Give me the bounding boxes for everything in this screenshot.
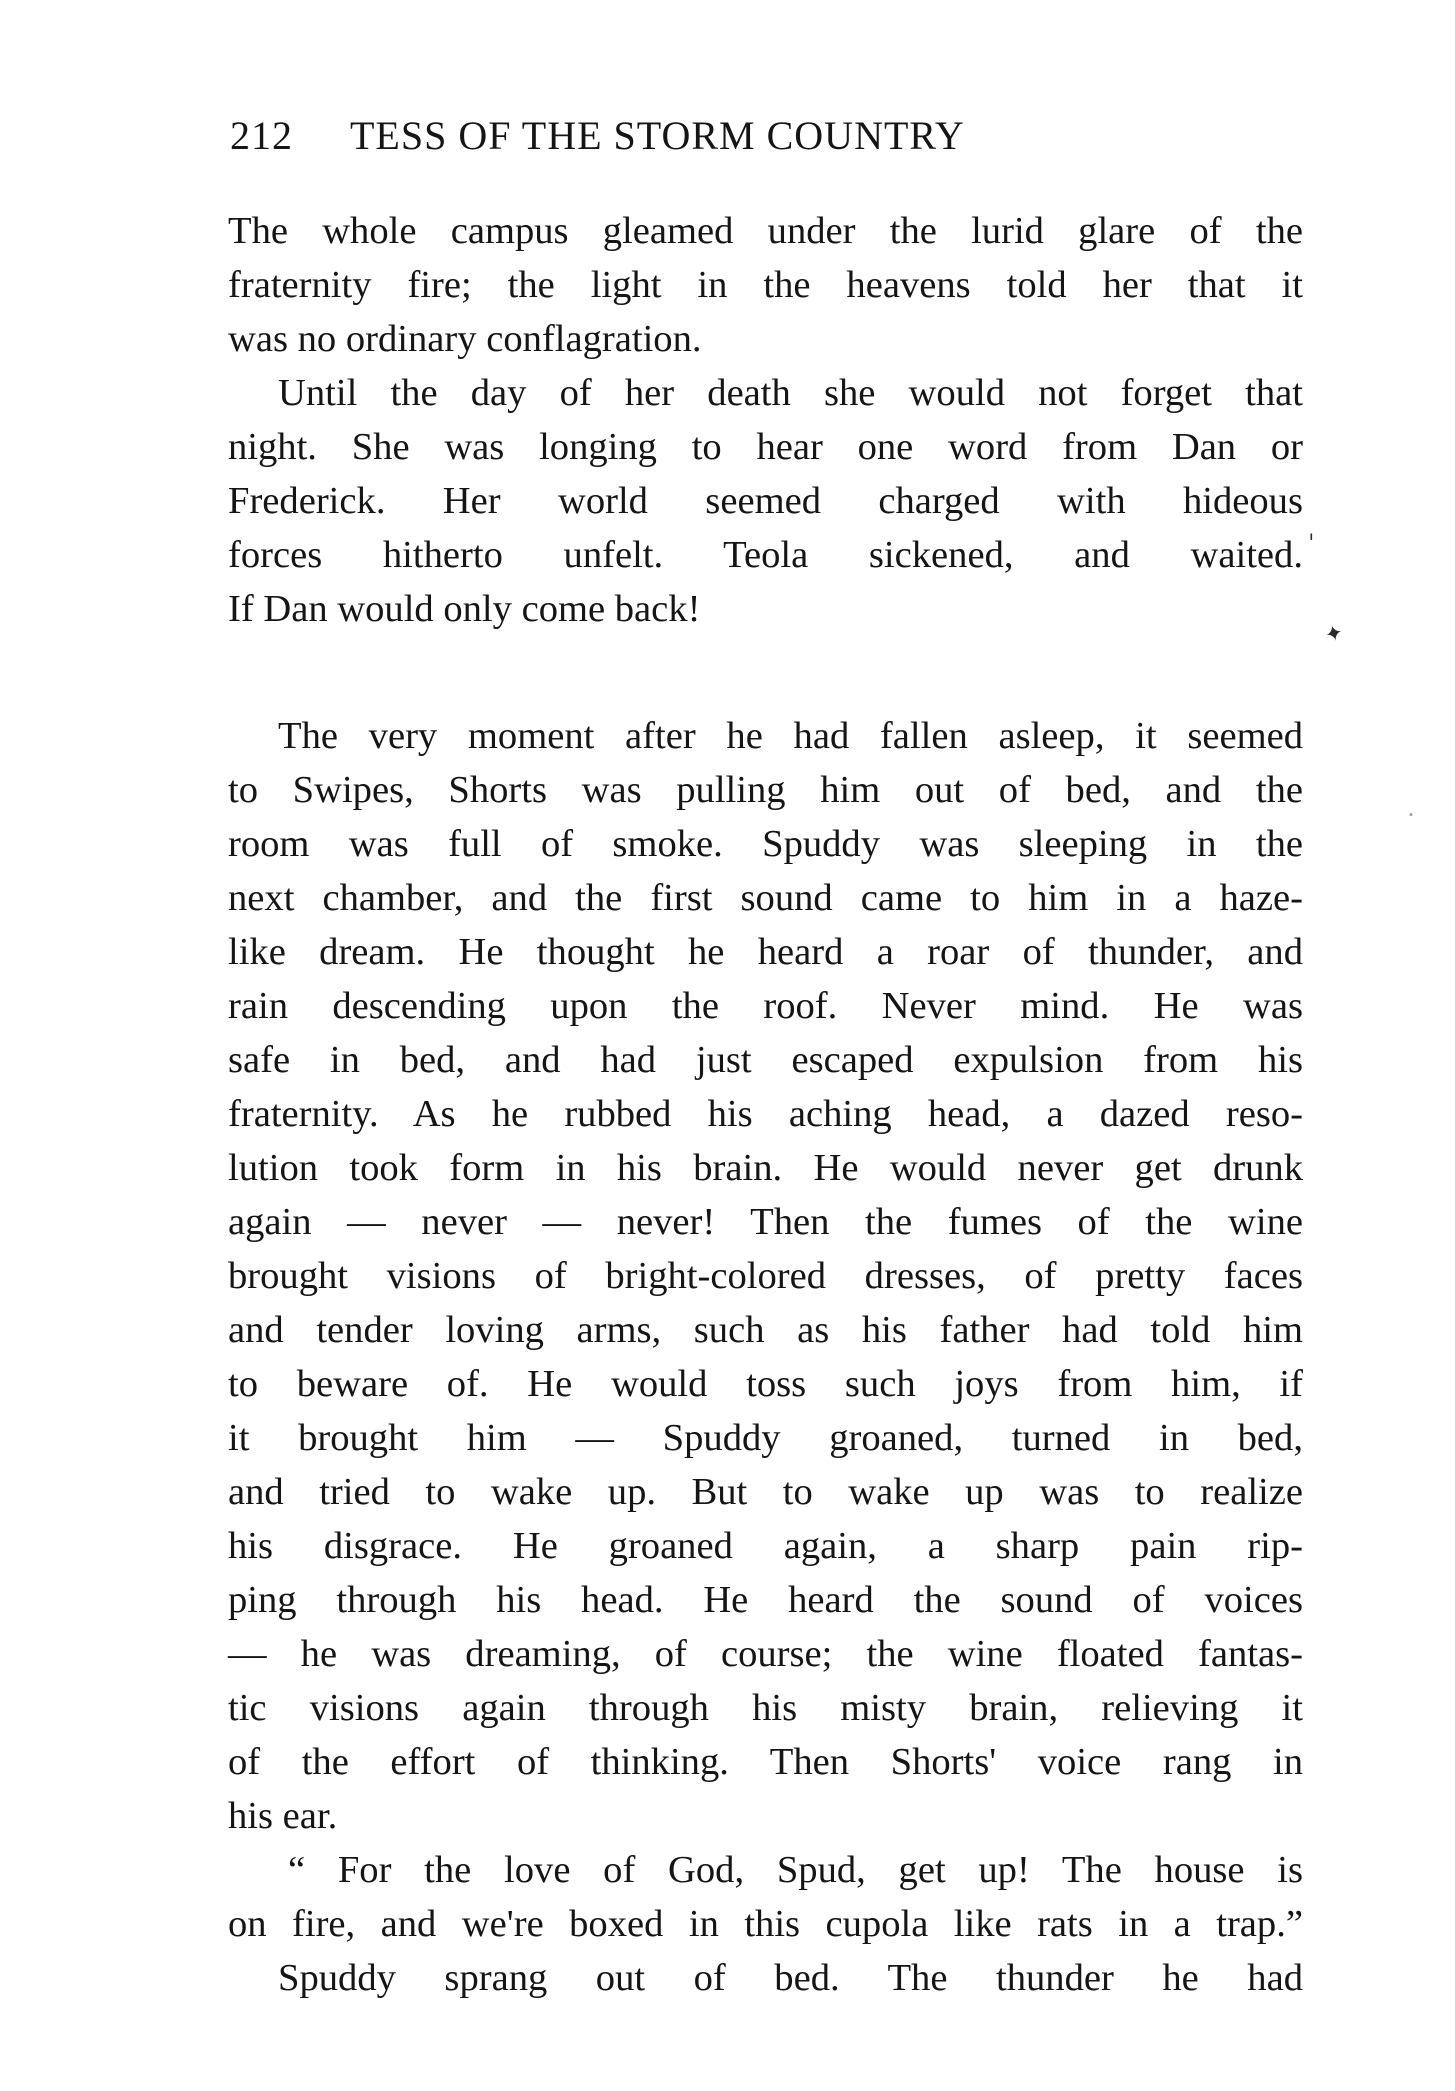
text-line: “ For the love of God, Spud, get up! The house is bbox=[288, 1849, 1303, 1891]
text-line: to beware of. He would toss such joys from him, if bbox=[228, 1363, 1303, 1405]
paragraph-block-1 bbox=[228, 204, 1303, 636]
text-line: room was full of smoke. Spuddy was sleeping in the bbox=[228, 823, 1303, 865]
text-line: brought visions of bright-colored dresses, of pretty faces bbox=[228, 1255, 1303, 1297]
ink-dot-mark: • bbox=[1408, 810, 1414, 821]
text-line: Until the day of her death she would not forget that bbox=[278, 372, 1303, 414]
text-line: Spuddy sprang out of bed. The thunder he had bbox=[278, 1957, 1303, 1999]
text-line: on fire, and we're boxed in this cupola like rats in a trap.” bbox=[228, 1903, 1303, 1945]
text-line: fraternity fire; the light in the heavens told her that it bbox=[228, 264, 1303, 306]
text-line: next chamber, and the first sound came to him in a haze- bbox=[228, 877, 1303, 919]
text-line: was no ordinary conflagration. bbox=[228, 318, 702, 360]
text-line: it brought him — Spuddy groaned, turned in bed, bbox=[228, 1417, 1303, 1459]
text-line: night. She was longing to hear one word from Dan or bbox=[228, 426, 1303, 468]
text-line: The very moment after he had fallen asleep, it seemed bbox=[278, 715, 1303, 757]
text-line: If Dan would only come back! bbox=[228, 588, 701, 630]
text-line: fraternity. As he rubbed his aching head, a dazed reso- bbox=[228, 1093, 1303, 1135]
text-line: The whole campus gleamed under the lurid glare of the bbox=[228, 210, 1303, 252]
page-number: 212 bbox=[230, 113, 293, 158]
running-header bbox=[230, 112, 1130, 168]
text-line: — he was dreaming, of course; the wine floated fantas- bbox=[228, 1633, 1303, 1675]
text-line: tic visions again through his misty brain, relieving it bbox=[228, 1687, 1303, 1729]
text-line: rain descending upon the roof. Never mind. He was bbox=[228, 985, 1303, 1027]
running-title: TESS OF THE STORM COUNTRY bbox=[350, 113, 965, 158]
text-line: and tried to wake up. But to wake up was to realize bbox=[228, 1471, 1303, 1513]
text-line: ping through his head. He heard the sound of voices bbox=[228, 1579, 1303, 1621]
text-line: and tender loving arms, such as his father had told him bbox=[228, 1309, 1303, 1351]
ink-smudge-mark: ✦ bbox=[1322, 620, 1347, 649]
text-line: forces hitherto unfelt. Teola sickened, and waited. bbox=[228, 534, 1303, 576]
ink-tick-mark: ˈ bbox=[1308, 530, 1315, 558]
text-line: his ear. bbox=[228, 1795, 338, 1837]
text-line: again — never — never! Then the fumes of the wine bbox=[228, 1201, 1303, 1243]
text-line: safe in bed, and had just escaped expulsion from his bbox=[228, 1039, 1303, 1081]
text-line: like dream. He thought he heard a roar of thunder, and bbox=[228, 931, 1303, 973]
text-line: Frederick. Her world seemed charged with hideous bbox=[228, 480, 1303, 522]
paragraph-block-2 bbox=[228, 709, 1303, 2005]
text-line: of the effort of thinking. Then Shorts' voice rang in bbox=[228, 1741, 1303, 1783]
text-line: lution took form in his brain. He would never get drunk bbox=[228, 1147, 1303, 1189]
text-line: to Swipes, Shorts was pulling him out of bed, and the bbox=[228, 769, 1303, 811]
text-line: his disgrace. He groaned again, a sharp pain rip- bbox=[228, 1525, 1303, 1567]
